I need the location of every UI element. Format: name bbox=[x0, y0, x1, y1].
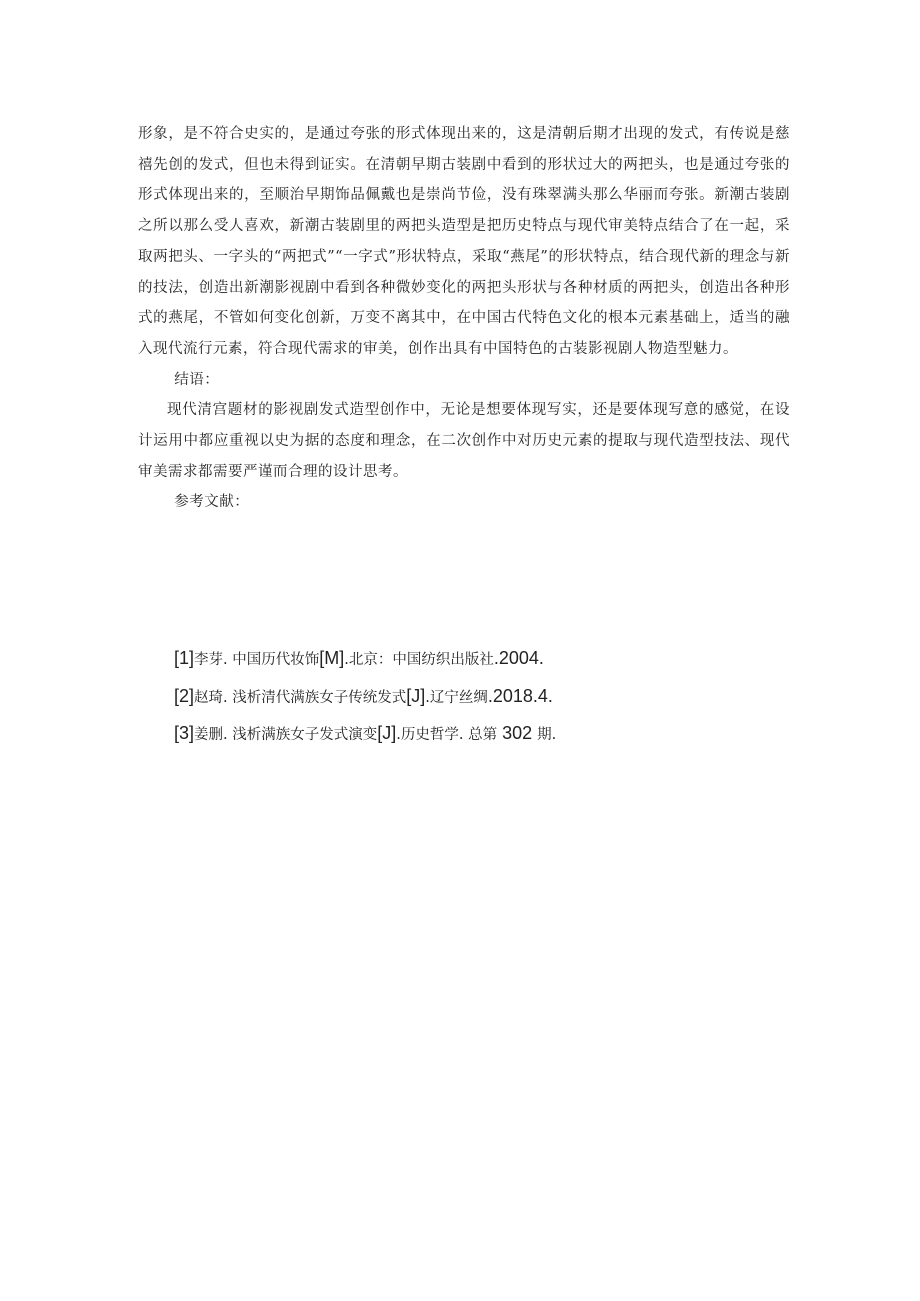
references-list bbox=[174, 640, 794, 753]
reference-suffix: 期. bbox=[537, 727, 557, 743]
reference-number: [2] bbox=[174, 685, 195, 706]
reference-type: [M] bbox=[319, 648, 345, 668]
reference-publisher: .辽宁丝绸 bbox=[425, 689, 488, 706]
reference-issue: 302 bbox=[497, 723, 538, 743]
reference-number: [1] bbox=[174, 648, 195, 668]
reference-publisher: .北京：中国纺织出版社 bbox=[344, 652, 494, 668]
reference-author-title: 姜删. 浅析满族女子发式演变 bbox=[194, 727, 378, 743]
paragraph-1: 形象，是不符合史实的，是通过夸张的形式体现出来的，这是清朝后期才出现的发式，有传说是慈禧先创的发式，但也未得到证实。在清朝早期古装剧中看到的形状过大的两把头，也是通过夸张的形式体现出来的，至顺治早期饰品佩戴也是崇尚节俭，没有珠翠满头那么华丽而夸张。新潮古装剧之所以那么受人喜欢，新潮古装剧里的两把头造型是把历史特点与现代审美特点结合了在一起，采取两把头、一字头的“两把式”“一字式”形状特点，采取“燕尾”的形状特点，结合现代新的理念与新的技法，创造出新潮影视剧中看到各种微妙变化的两把头形状与各种材质的两把头，创造出各种形式的燕尾，不管如何变化创新，万变不离其中，在中国古代特色文化的根本元素基础上，适当的融入现代流行元素，符合现代需求的审美，创作出具有中国特色的古装影视剧人物造型魅力。 bbox=[138, 126, 790, 357]
body-text bbox=[138, 119, 790, 518]
reference-item bbox=[174, 640, 794, 678]
reference-publisher: .历史哲学. 总第 bbox=[396, 727, 498, 743]
reference-type: [J] bbox=[377, 723, 397, 743]
reference-year: .2004. bbox=[493, 648, 544, 668]
references-heading: 参考文献： bbox=[174, 494, 250, 511]
conclusion-heading: 结语： bbox=[174, 371, 220, 388]
conclusion-body: 现代清宫题材的影视剧发式造型创作中，无论是想要体现写实，还是要体现写意的感觉，在设计运用中都应重视以史为据的态度和理念，在二次创作中对历史元素的提取与现代造型技法、现代审美需求都需要严谨而合理的设计思考。 bbox=[138, 402, 790, 480]
reference-item bbox=[174, 715, 794, 753]
reference-author-title: 赵琦. 浅析清代满族女子传统发式 bbox=[194, 689, 407, 706]
reference-type: [J] bbox=[406, 685, 426, 706]
reference-item bbox=[174, 678, 794, 716]
reference-number: [3] bbox=[174, 723, 195, 743]
reference-author-title: 李芽. 中国历代妆饰 bbox=[194, 652, 320, 668]
reference-year: .2018.4. bbox=[487, 685, 553, 706]
